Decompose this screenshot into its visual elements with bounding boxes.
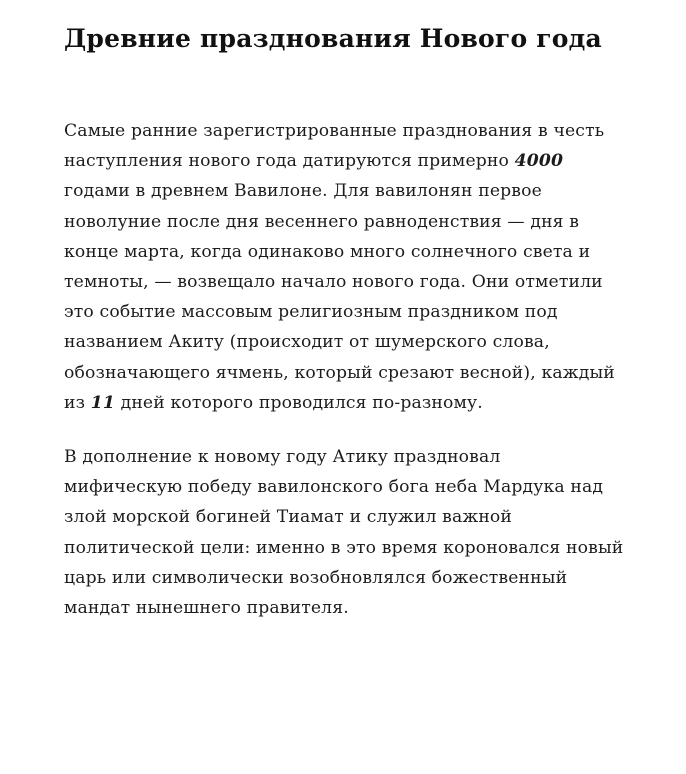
paragraph-1-text-b: годами в древнем Вавилоне. Для вавилонян первое новолуние после дня весеннего равноденствия — дня в конце марта, когда одинаково много солнечного света и темноты, — возвещало начало нового года. Они отметили это событие массовым религиозным праздником под названием Акиту (происходит от шумерского слова, обозначающего ячмень, который срезают весной), каждый из (64, 181, 615, 413)
article-title: Древние празднования Нового года (64, 24, 602, 53)
paragraph-2: В дополнение к новому году Атику праздновал мифическую победу вавилонского бога неба Мардука над злой морской богиней Тиамат и служил важной политической цели: именно в это время короновался новый царь или символически возобновлялся божественный мандат нынешнего правителя. (64, 447, 624, 619)
days-number: 11 (90, 392, 115, 413)
year-number: 4000 (514, 151, 564, 172)
article (64, 22, 624, 623)
paragraph-1 (64, 116, 624, 418)
paragraph-1-text-a: Самые ранние зарегистрированные празднования в честь наступления нового года датируются примерно (64, 121, 605, 172)
paragraph-1-text-c: дней которого проводился по-разному. (114, 392, 483, 413)
